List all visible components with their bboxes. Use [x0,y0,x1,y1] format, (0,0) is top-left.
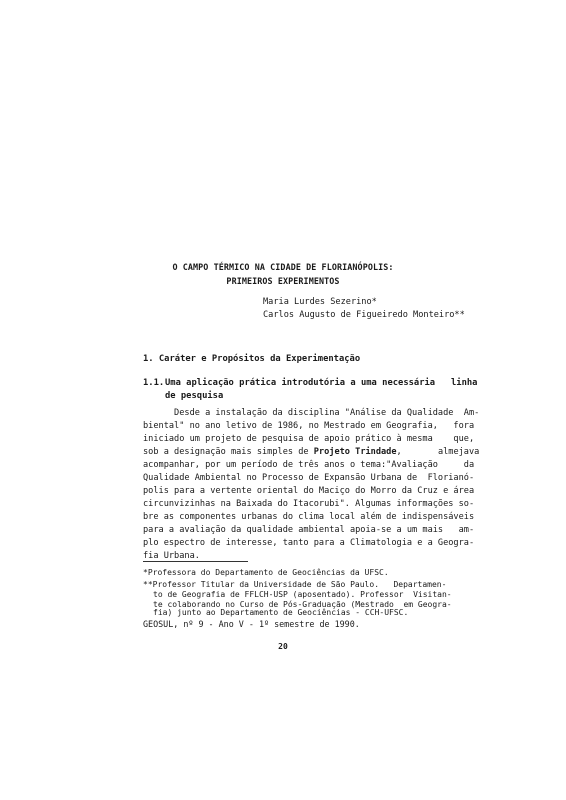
footnote-2-line-2: to de Geografia de FFLCH-USP (aposentado). Professor Visitan- [153,590,452,599]
paragraph-line: iniciado um projeto de pesquisa de apoio prático à mesma que, [143,434,475,444]
paragraph-line: sob a designação mais simples de Projeto Trindade, almejava [143,447,480,457]
section-heading-1: 1. Caráter e Propósitos da Experimentação [143,354,361,364]
footnote-1: *Professora do Departamento de Geociências da UFSC. [143,568,389,577]
author-1: Maria Lurdes Sezerino* [263,297,377,307]
paragraph-line: biental" no ano letivo de 1986, no Mestrado em Geografia, fora [143,421,475,431]
paragraph-line: para a avaliação da qualidade ambiental apoia-se a um mais am- [143,525,475,535]
author-2: Carlos Augusto de Figueiredo Monteiro** [263,310,465,320]
footnote-2-line-1: **Professor Titular da Universidade de São Paulo. Departamen- [143,580,447,589]
section-heading-line-1: Uma aplicação prática introdutória a uma necessária linha [165,378,478,388]
paragraph-line: plo espectro de interesse, tanto para a Climatologia e a Geogra- [143,538,475,548]
title-line-1: O CAMPO TÉRMICO NA CIDADE DE FLORIANÓPOLIS: [172,262,394,272]
page-number: 20 [278,642,288,651]
paragraph-line: Desde a instalação da disciplina "Análise da Qualidade Am- [143,408,480,418]
title-line-2: PRIMEIROS EXPERIMENTOS [226,276,340,286]
paragraph-line: fia Urbana. [143,551,200,561]
paragraph-line: Qualidade Ambiental no Processo de Expansão Urbana de Florianó- [143,473,475,483]
footnote-divider [143,561,248,562]
section-heading-line-2: de pesquisa [165,391,224,401]
section-number: 1.1. [143,378,165,388]
paragraph-line: bre as componentes urbanas do clima local além de indispensáveis [143,512,475,522]
paragraph-line: polis para a vertente oriental do Maciço do Morro da Cruz e área [143,486,475,496]
paragraph-line: acompanhar, por um período de três anos o tema:"Avaliação da [143,460,475,470]
project-name-emphasis: Projeto Trindade [313,447,397,457]
footnote-2-line-4: fia) junto ao Departamento de Geociências - CCH-UFSC. [153,608,409,617]
journal-citation: GEOSUL, nº 9 - Ano V - 1º semestre de 1990. [143,619,360,629]
author-block [263,296,465,322]
paragraph-line: circunvizinhas na Baixada do Itacorubi". Algumas informações so- [143,499,475,509]
footnote-2-line-3: te colaborando no Curso de Pós-Graduação (Mestrado em Geogra- [153,600,452,609]
